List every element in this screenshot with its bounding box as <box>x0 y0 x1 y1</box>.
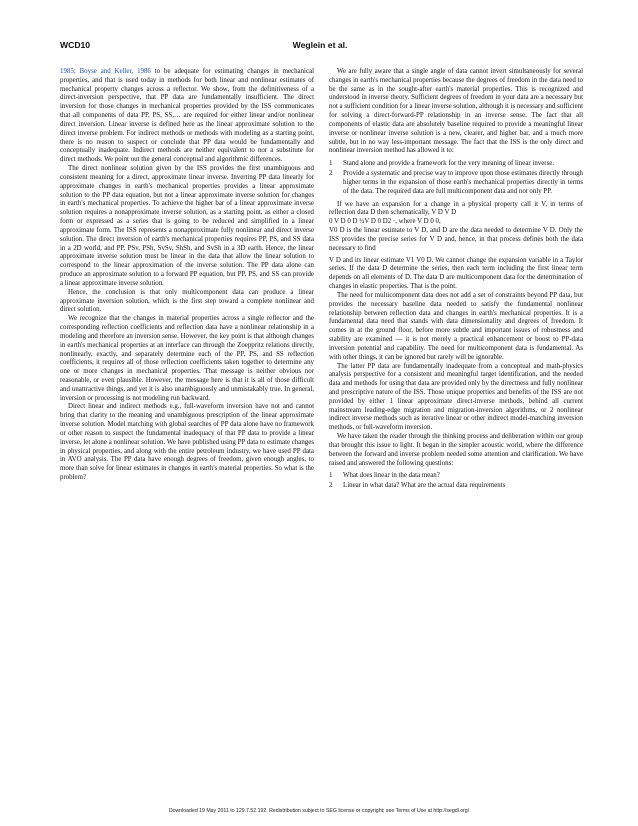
list-item: 1 What does linear in the data mean? <box>329 472 440 480</box>
numbered-list <box>329 472 583 491</box>
left-column <box>60 68 314 483</box>
citation-link[interactable]: 1985; Boyse and Keller, 1986 <box>60 68 151 75</box>
download-footer: Downloaded 19 May 2011 to 129.7.52.192. Redistribution subject to SEG license or copyright; see Terms of Use at http://segdl.org/ <box>168 808 470 814</box>
equation-line: 0 V D 0 D ½V D 0 D2 ·, where V D 0 0, <box>329 218 441 226</box>
paragraph: 1985; Boyse and Keller, 1986 to be adequate for estimating changes in mechanical properties, and that is used today in methods for both linear and nonlinear estimates of mechanical property changes across a reflector. We show, from the definitiveness of a direct-inversion perspective, that PP data are fundamentally insufficient. The direct inversion for those changes in mechanical properties provided by the ISS communicates that all components of data PP, PS, SS,… are required for either linear and/or nonlinear direct inversion. Linear inverse is defined here as the linear approximate solution to the direct inverse problem. For indirect methods or methods with modeling as a starting point, there is no reason to suspect or conclude that PP data would be fundamentally and conceptually inadequate. Indirect methods are neither equivalent to nor a substitute for direct methods. We point out the general conceptual and algorithmic differences. <box>60 68 314 164</box>
list-item: 2 Provide a systematic and precise way to improve upon those estimates directly through higher terms in the expansion of those earth's mechanical properties directly in terms of the data. The required data are full multicomponent data and not only PP. <box>329 170 583 195</box>
numbered-list <box>329 160 583 196</box>
paragraph: We recognize that the changes in material properties across a single reflector and the corresponding reflection coefficients and reflection data have a nonlinear relationship in a modeling and therefore an inversion sense. However, the key point is that although changes in earth's mechanical properties at an interface can through the Zoeppritz relations directly, nonlinearly, exactly, and separately determine each of the PP, PS, and SS reflection coefficients, it requires all of those reflection coefficients taken together to determine any one or more changes in mechanical properties. That message is neither obvious nor reasonable, or even plausible. However, the message here is that it is all of those difficult and unattractive things, and yet it is also unambiguously and unmistakably true. In general, inversion or processing is not modeling run backward. <box>60 315 314 402</box>
paragraph: The need for multicomponent data does not add a set of constraints beyond PP data, but provides the necessary baseline data needed to satisfy the fundamental nonlinear relationship between reflection data and changes in earth's mechanical properties. It is a fundamental data need that stands with data dimensionality and degrees of freedom. It comes in at the ground floor, before more subtle and important issues of robustness and stability are examined — it is not merely a practical enhancement or boost to PP-data inversion potential and capability. The need for multicomponent data is fundamental. As with other things, it can be ignored but rarely will be ignorable. <box>329 291 583 361</box>
list-item: 2 Linear in what data? What are the actual data requirements <box>329 482 506 490</box>
paragraph: Direct linear and indirect methods e.g., full-waveform inversion have not and cannot bring that clarity to the meaning and unambiguous prescription of the linear approximate inverse solution. Model matching with global searches of PP data alone have no framework or other reason to suspect the fundamental inadequacy of that PP data to provide a linear inverse, let alone a nonlinear solution. We have published using PP data to estimate changes in physical properties, and along with the entire petroleum industry, we have used PP data in AVO analysis. The PP data have enough degrees of freedom, given enough angles, to more than solve for linear estimates in changes in earth's material properties. So what is the problem? <box>60 403 314 482</box>
equation-paragraph: If we have an expansion for a change in a physical property call it V, in terms of reflection data D then schematically, V D V D <box>329 200 583 217</box>
paragraph: The direct nonlinear solution given by the ISS provides the first unambiguous and consistent meaning for a direct, approximate linear inverse. Inverting PP data linearly for approximate changes in earth's mechanical properties provides a linear approximate solution to the PP data equation, but not a linear approximate inverse solution for changes in earth's mechanical properties. To achieve the higher bar of a linear approximate inverse solution requires a nonapproximate inverse solution, as a starting point, as either a closed form or expressed as a series that is going to be reduced and simplified in a linear approximate form. The ISS represents a nonapproximate fully nonlinear and direct inverse solution. The direct inversion of earth's mechanical properties requires PP, PS, and SS data in a 2D world, and PP, PSv, PSh, SvSv, ShSh, and SvSh in a 3D earth. Hence, the linear approximate inverse solution must be linear in the data that allow the linear solution to correspond to the linear approximation of the inverse solution. The PP data alone can produce an approximate solution to a forward PP equation, but PP, PS, and SS can provide a linear approximate inverse solution. <box>60 165 314 287</box>
paragraph: The latter PP data are fundamentally inadequate from a conceptual and math-physics analysis perspective for a consistent and meaningful target identification, and the needed data and methods for using that data are provided only by the directness and fully nonlinear and prescriptive nature of the ISS. Those unique properties and benefits of the ISS are not provided by either 1 linear approximate direct-inverse methods, behind all current mainstream leading-edge migration and migration-inversion algorithms, or 2 nonlinear indirect inverse methods such as iterative linear or other indirect model-matching inversion methods, or full-waveform inversion. <box>329 362 583 432</box>
page-header <box>60 40 580 54</box>
running-title: Weglein et al. <box>292 40 348 50</box>
paragraph: Hence, the conclusion is that only multicomponent data can produce a linear approximate inversion solution, which is the first step toward a complete nonlinear and direct solution. <box>60 288 314 314</box>
list-item: 1 Stand alone and provide a framework for the very meaning of linear inverse. <box>329 160 555 168</box>
paragraph: We have taken the reader through the thinking process and deliberation within our group that brought this issue to light. It began in the simpler acoustic world, where the difference between the forward and inverse problem needed some attention and clarification. We have raised and answered the following questions: <box>329 433 583 467</box>
journal-code: WCD10 <box>60 40 91 50</box>
paragraph: V D and its linear estimate V1 V0 D. We cannot change the expansion variable in a Taylor series. If the data D determine the series, then each term including the first linear term depends on all elements of D. The data D are multicomponent data for the determination of changes in elastic properties. That is the point. <box>329 256 583 291</box>
paragraph: V0 D is the linear estimate to V D, and D are the data needed to determine V D. Only the ISS provides the precise series for V D and, hence, in that process defines both the data necessary to find <box>329 227 583 252</box>
paragraph: We are fully aware that a single angle of data cannot invert simultaneously for several changes in earth's mechanical properties because the degrees of freedom in the data need to be the same as in the sought-after earth's material properties. This is recognized and understood in inverse theory. Sufficient degrees of freedom in your data are a necessary but not a sufficient condition for a linear inverse solution, although it is necessary and sufficient for solving a direct-forward-PP relationship in an inverse sense. The fact that all components of elastic data are absolutely baseline required to provide a meaningful linear inverse or nonlinear inverse solution is a new, clearer, and higher bar, and a much more subtle, but in no way less-important message. The fact that the ISS is the only direct and nonlinear inversion method has allowed it to: <box>329 68 583 155</box>
right-column <box>329 68 583 495</box>
